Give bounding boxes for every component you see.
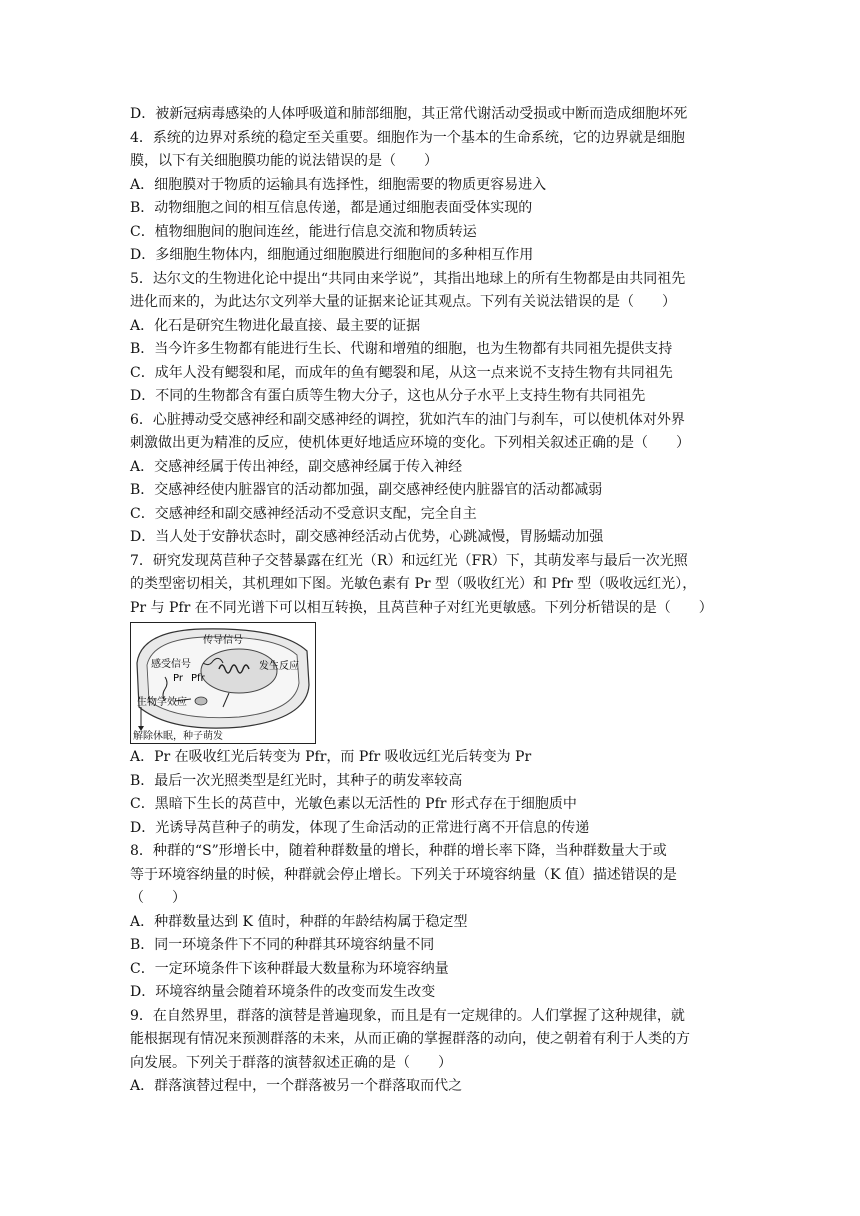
document-content <box>130 103 730 1099</box>
text-line: 能根据现有情况来预测群落的未来，从而正确的掌握群落的动向，使之朝着有利于人类的方 <box>130 1031 690 1047</box>
text-line: C．黑暗下生长的莴苣中，光敏色素以无活性的 Pfr 形式存在于细胞质中 <box>130 796 577 812</box>
text-line: 5．达尔文的生物进化论中提出“共同由来学说”，其指出地球上的所有生物都是由共同祖先 <box>130 270 686 287</box>
text-line: C．成年人没有鳃裂和尾，而成年的鱼有鳃裂和尾，从这一点来说不支持生物有共同祖先 <box>130 364 673 381</box>
text-line: D．多细胞生物体内，细胞通过细胞膜进行细胞间的多种相互作用 <box>130 247 534 263</box>
text-line: B．当今许多生物都有能进行生长、代谢和增殖的细胞，也为生物都有共同祖先提供支持 <box>130 341 673 357</box>
label-pr: Pr <box>173 673 183 684</box>
text-line: D．当人处于安静状态时，副交感神经活动占优势，心跳减慢，胃肠蠕动加强 <box>130 529 604 545</box>
text-line: 膜，以下有关细胞膜功能的说法错误的是（ ） <box>130 153 438 169</box>
text-line: D．被新冠病毒感染的人体呼吸道和肺部细胞，其正常代谢活动受损或中断而造成细胞坏死 <box>130 106 688 122</box>
label-react: 发生反应 <box>259 661 299 672</box>
text-line: D．不同的生物都含有蛋白质等生物大分子，这也从分子水平上支持生物有共同祖先 <box>130 388 646 404</box>
text-line: 9．在自然界里，群落的演替是普遍现象，而且是有一定规律的。人们掌握了这种规律，就 <box>130 1007 685 1024</box>
text-line: 刺激做出更为精准的反应，使机体更好地适应环境的变化。下列相关叙述正确的是（ ） <box>130 435 690 451</box>
label-pfr: Pfr <box>191 673 205 684</box>
figure-caption: 解除休眠，种子萌发 <box>133 731 223 742</box>
text-line: A．交感神经属于传出神经，副交感神经属于传入神经 <box>130 458 463 475</box>
text-line: C．交感神经和副交感神经活动不受意识支配，完全自主 <box>130 505 477 522</box>
text-line: C．一定环境条件下该种群最大数量称为环境容纳量 <box>130 960 449 977</box>
text-line: B．最后一次光照类型是红光时，其种子的萌发率较高 <box>130 772 463 789</box>
text-line: 的类型密切相关，其机理如下图。光敏色素有 Pr 型（吸收红光）和 Pfr 型（吸收远红光）， <box>130 576 697 592</box>
text-line: B．动物细胞之间的相互信息传递，都是通过细胞表面受体实现的 <box>130 200 533 216</box>
seed-cell-figure <box>130 622 316 744</box>
cell-diagram <box>131 623 315 743</box>
text-line: 6．心脏搏动受交感神经和副交感神经的调控，犹如汽车的油门与刹车，可以使机体对外界 <box>130 411 685 428</box>
text-line: B．同一环境条件下不同的种群其环境容纳量不同 <box>130 937 435 953</box>
figure-container <box>130 620 730 746</box>
text-line: B．交感神经使内脏器官的活动都加强，副交感神经使内脏器官的活动都减弱 <box>130 482 603 498</box>
text-line: Pr 与 Pfr 在不同光谱下可以相互转换，且莴苣种子对红光更敏感。下列分析错误的是（ ） <box>130 599 713 616</box>
text-line: A．群落演替过程中，一个群落被另一个群落取而代之 <box>130 1078 463 1094</box>
text-line: A．细胞膜对于物质的运输具有选择性，细胞需要的物质更容易进入 <box>130 176 547 193</box>
text-block-before-figure <box>130 103 730 620</box>
text-line: （ ） <box>130 890 186 906</box>
label-transduce: 传导信号 <box>203 635 243 646</box>
text-block-after-figure <box>130 746 730 1099</box>
text-line: 向发展。下列关于群落的演替叙述正确的是（ ） <box>130 1054 452 1071</box>
text-line: D．光诱导莴苣种子的萌发，体现了生命活动的正常进行离不开信息的传递 <box>130 819 590 836</box>
text-line: A．种群数量达到 K 值时，种群的年龄结构属于稳定型 <box>130 913 468 930</box>
organelle-shape <box>195 697 207 705</box>
label-sense: 感受信号 <box>151 659 191 670</box>
text-line: 等于环境容纳量的时候，种群就会停止增长。下列关于环境容纳量（K 值）描述错误的是 <box>130 866 677 883</box>
text-line: 4．系统的边界对系统的稳定至关重要。细胞作为一个基本的生命系统，它的边界就是细胞 <box>130 129 685 146</box>
label-effect: 生物学效应 <box>137 697 187 708</box>
text-line: 进化而来的，为此达尔文列举大量的证据来论证其观点。下列有关说法错误的是（ ） <box>130 294 676 310</box>
text-line: 7．研究发现莴苣种子交替暴露在红光（R）和远红光（FR）下，其萌发率与最后一次光照 <box>130 552 688 569</box>
text-line: D．环境容纳量会随着环境条件的改变而发生改变 <box>130 984 436 1000</box>
text-line: A．Pr 在吸收红光后转变为 Pfr，而 Pfr 吸收远红光后转变为 Pr <box>130 749 532 765</box>
text-line: A．化石是研究生物进化最直接、最主要的证据 <box>130 317 421 334</box>
text-line: 8．种群的“S”形增长中，随着种群数量的增长，种群的增长率下降，当种群数量大于或 <box>130 843 667 859</box>
text-line: C．植物细胞间的胞间连丝，能进行信息交流和物质转运 <box>130 223 477 240</box>
